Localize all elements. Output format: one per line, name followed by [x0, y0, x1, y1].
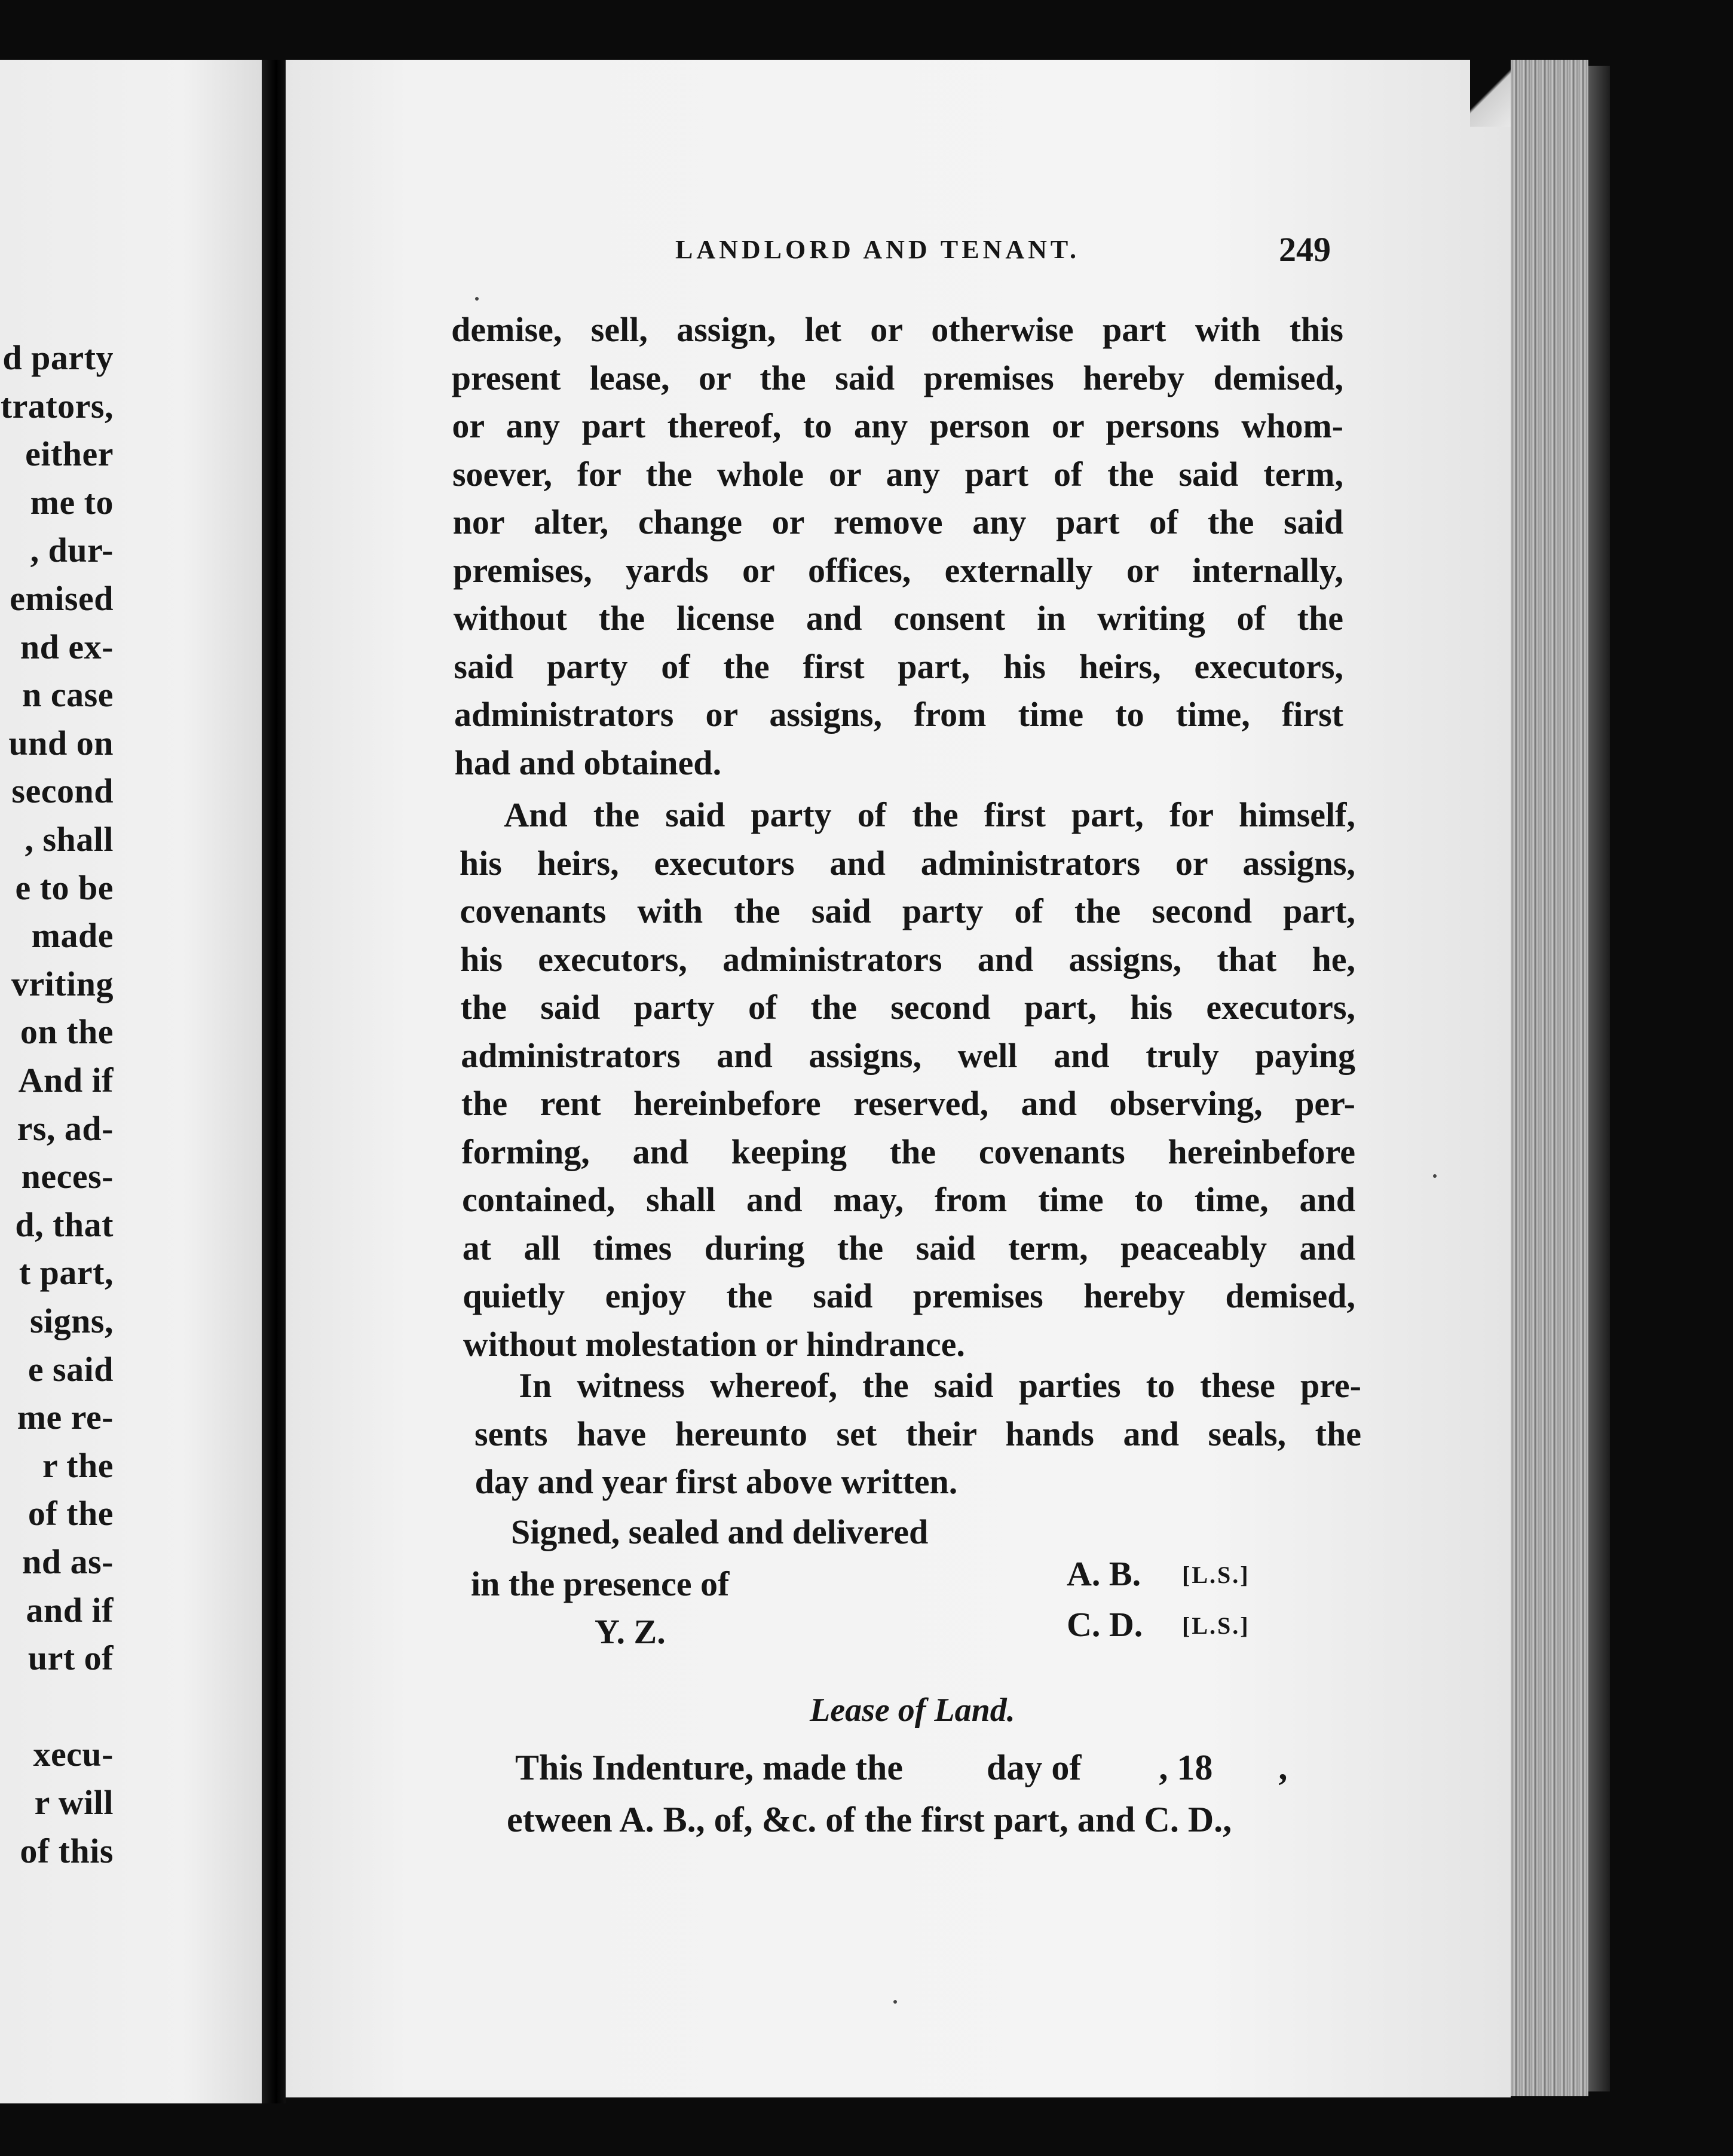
paragraph-1-line: or any part thereof, to any person or persons whom-: [452, 406, 1343, 445]
paragraph-2-line: his executors, administrators and assigns, that he,: [460, 939, 1355, 979]
paragraph-2-line: administrators and assigns, well and truly paying: [461, 1036, 1355, 1075]
paragraph-2-line: at all times during the said term, peaceably and: [462, 1228, 1355, 1267]
left-page-line: nd ex-: [20, 627, 114, 666]
presence-line: in the presence of: [471, 1564, 730, 1603]
left-page-line: n case: [22, 675, 114, 715]
left-page-line: , dur-: [30, 531, 114, 570]
left-page-line: of the: [27, 1494, 114, 1533]
running-head: LANDLORD AND TENANT.: [675, 235, 1080, 264]
paragraph-2-line: forming, and keeping the covenants hereinbefore: [461, 1132, 1355, 1171]
section-heading: Lease of Land.: [810, 1692, 1015, 1729]
paragraph-1-line: administrators or assigns, from time to time, first: [454, 695, 1343, 734]
indenture-text-a: This Indenture, made the: [515, 1748, 903, 1787]
left-page-line: vriting: [11, 964, 114, 1003]
paragraph-2-line: the said party of the second part, his executors,: [460, 988, 1355, 1027]
indenture-text-b: day of: [986, 1748, 1082, 1787]
party-1-initials: A. B.: [1067, 1554, 1141, 1593]
paragraph-1-line: nor alter, change or remove any part of the said: [452, 503, 1343, 541]
left-page-line: r will: [34, 1783, 114, 1822]
left-page-line: of this: [20, 1831, 114, 1870]
paragraph-1-line: present lease, or the said premises hereby demised,: [451, 358, 1343, 397]
left-page-line: trators,: [0, 386, 114, 425]
left-page-line: r the: [42, 1446, 114, 1485]
signed-sealed-line: Signed, sealed and delivered: [511, 1512, 929, 1551]
left-page-line: me re-: [17, 1398, 114, 1437]
paragraph-1-line: said party of the first part, his heirs, executors,: [454, 647, 1343, 686]
left-page-line: xecu-: [33, 1735, 114, 1774]
paragraph-3-line: sents have hereunto set their hands and seals, the: [474, 1414, 1361, 1453]
paragraph-2-line: without molestation or hindrance.: [463, 1324, 965, 1364]
left-page-line: and if: [26, 1590, 114, 1630]
paragraph-3-line: day and year first above written.: [474, 1462, 958, 1501]
print-speck: [1433, 1174, 1437, 1178]
paragraph-1-line: premises, yards or offices, externally or internally,: [453, 550, 1343, 590]
paragraph-1-line: demise, sell, assign, let or otherwise part with this: [451, 310, 1343, 349]
left-page-line: d party: [2, 338, 114, 377]
left-page-line: und on: [8, 723, 114, 762]
indenture-line-1: [515, 1750, 1287, 1786]
witness-initials: Y. Z.: [595, 1612, 666, 1651]
paragraph-3-line: In witness whereof, the said parties to these pre-: [519, 1366, 1361, 1405]
left-page-line: e to be: [15, 868, 114, 907]
left-page-line: e said: [27, 1349, 114, 1389]
paragraph-2-line: contained, shall and may, from time to time, and: [462, 1180, 1355, 1219]
paragraph-2-line: covenants with the said party of the second part,: [460, 892, 1355, 930]
left-page-line: , shall: [25, 820, 114, 859]
left-page-line: d, that: [15, 1205, 114, 1244]
left-page-line: neces-: [21, 1157, 114, 1196]
party-2-seal: [L.S.]: [1182, 1612, 1250, 1639]
print-speck: [475, 297, 479, 301]
left-page-line: either: [25, 434, 114, 474]
paragraph-2-line: his heirs, executors and administrators or assigns,: [459, 843, 1355, 883]
party-2-initials: C. D.: [1067, 1605, 1143, 1644]
page-number: 249: [1279, 230, 1331, 269]
left-page-line: emised: [10, 579, 114, 618]
party-1-seal: [L.S.]: [1182, 1561, 1250, 1588]
left-page-line: And if: [18, 1061, 114, 1100]
left-page-line: signs,: [29, 1301, 114, 1340]
indenture-text-c: , 18: [1159, 1748, 1213, 1787]
left-page-line: made: [31, 916, 114, 956]
left-page-line: t part,: [19, 1253, 114, 1293]
paragraph-1-line: without the license and consent in writing of the: [453, 599, 1343, 638]
left-page-line: second: [11, 771, 114, 811]
indenture-line-2: etween A. B., of, &c. of the first part, and C. D.,: [507, 1800, 1232, 1839]
print-speck: [893, 2000, 897, 2004]
left-page-line: on the: [20, 1012, 114, 1052]
left-page-line: nd as-: [22, 1542, 114, 1581]
left-page-line: urt of: [27, 1639, 114, 1678]
paragraph-2-line: quietly enjoy the said premises hereby demised,: [463, 1276, 1355, 1315]
paragraph-1-line: soever, for the whole or any part of the said term,: [452, 454, 1343, 494]
paragraph-2-line: And the said party of the first part, for himself,: [504, 795, 1355, 834]
paragraph-2-line: the rent hereinbefore reserved, and observing, per-: [461, 1084, 1355, 1123]
left-page-line: me to: [30, 482, 114, 522]
indenture-text-d: ,: [1278, 1748, 1288, 1787]
paragraph-1-line: had and obtained.: [454, 743, 722, 782]
left-page-line: rs, ad-: [17, 1108, 114, 1148]
